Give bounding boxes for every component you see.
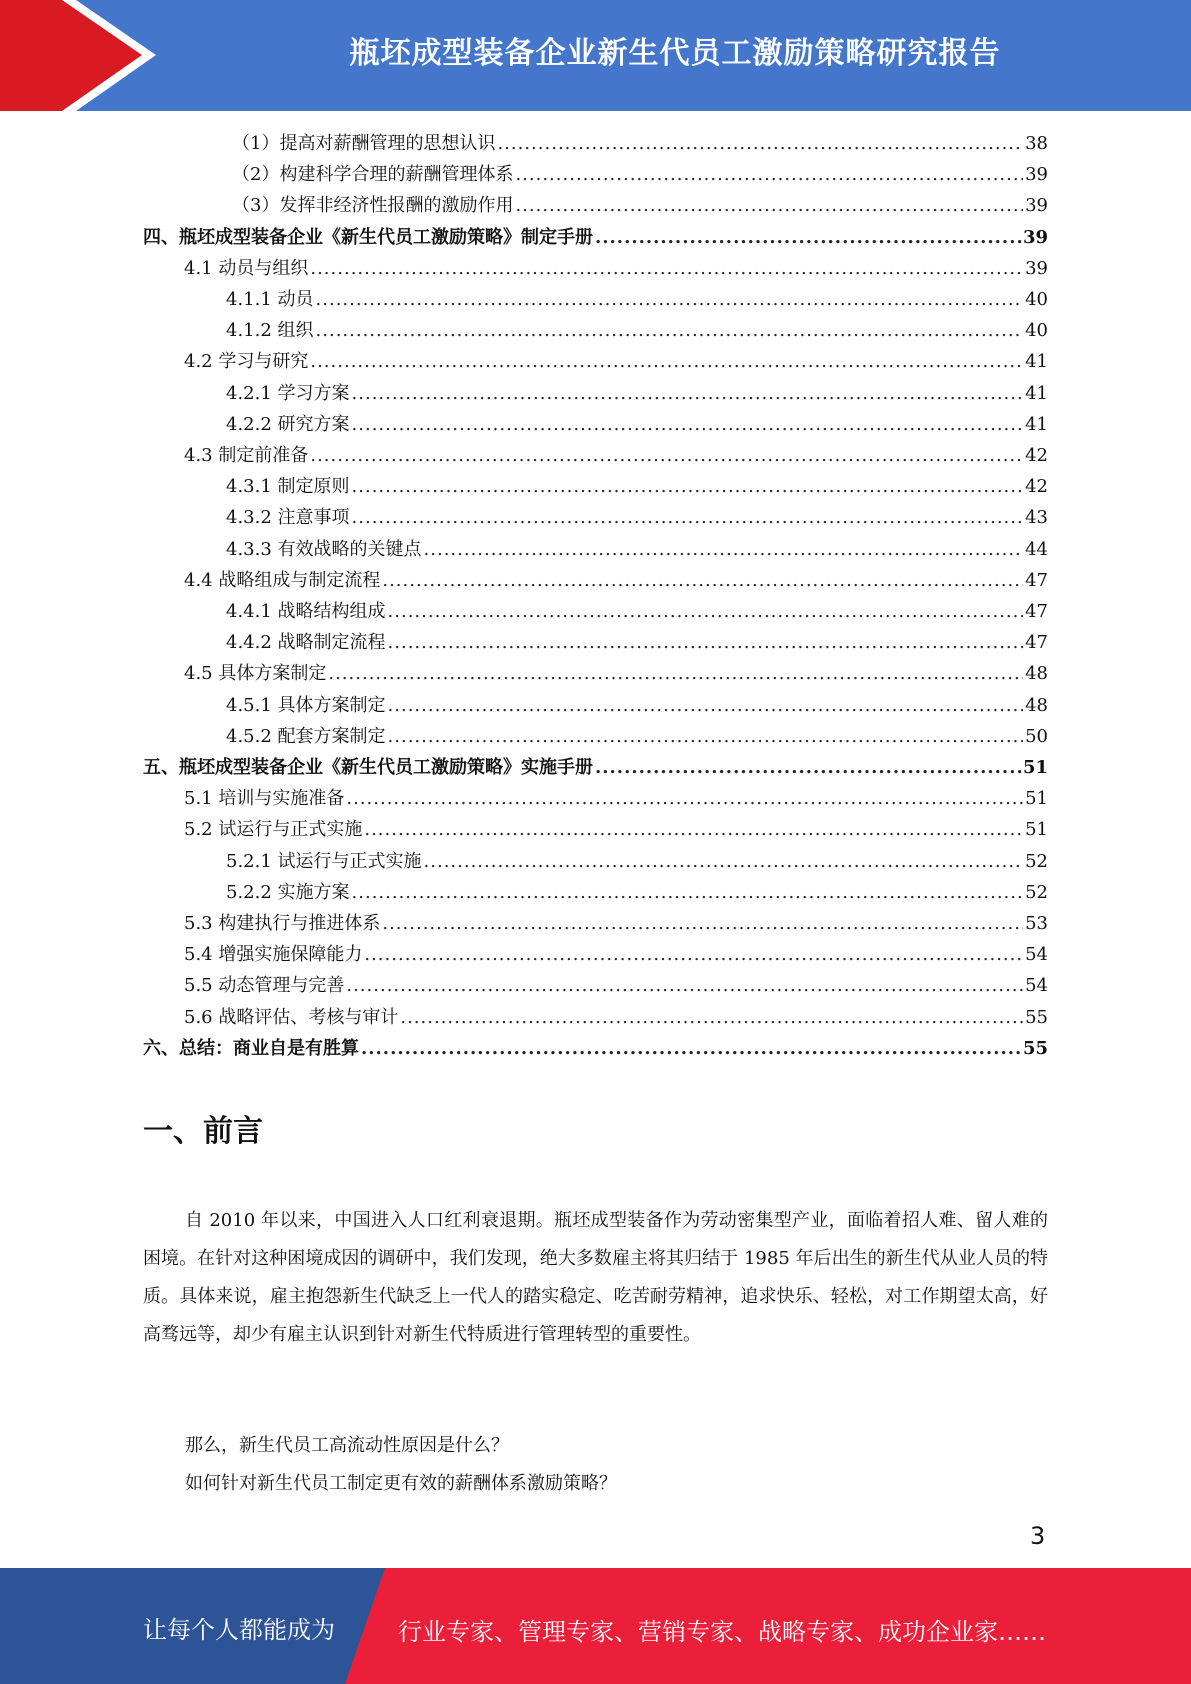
toc-entry[interactable] [184,440,1048,471]
toc-entry[interactable] [143,1033,1048,1064]
intro-paragraph: 自 2010 年以来，中国进入人口红利衰退期。瓶坯成型装备作为劳动密集型产业，面临着招人难、留人难的困境。在针对这种困境成因的调研中，我们发现，绝大多数雇主将其归结于 1985 年后出生的新生代从业人员的特质。具体来说，雇主抱怨新生代缺乏上一代人的踏实稳定、吃苦耐劳精神，追求快乐、轻松，对工作期望太高，好高骛远等，却少有雇主认识到针对新生代特质进行管理转型的重要性。 [143,1210,1048,1345]
toc-dot-leader [364,939,1023,970]
toc-entry[interactable] [226,471,1048,502]
toc-entry[interactable] [184,1002,1048,1033]
toc-entry-page: 40 [1025,289,1048,310]
toc-entry[interactable] [226,846,1048,877]
toc-entry-page: 42 [1025,445,1048,466]
toc-entry-page: 55 [1022,1037,1048,1059]
toc-entry-title: 5.4 增强实施保障能力 [184,944,363,966]
toc-entry[interactable] [226,721,1048,752]
header-title: 瓶坯成型装备企业新生代员工激励策略研究报告 [349,36,1001,71]
toc-dot-leader [316,315,1024,346]
toc-entry-page: 39 [1025,257,1048,279]
toc-entry-title: （2）构建科学合理的薪酬管理体系 [232,164,514,186]
toc-entry-title: 4.4.1 战略结构组成 [226,601,386,622]
toc-dot-leader [346,783,1023,814]
toc-entry-title: 4.2 学习与研究 [184,351,309,373]
page-number: 3 [1030,1522,1046,1550]
toc-entry-title: 五、瓶坯成型装备企业《新生代员工激励策略》实施手册 [143,757,593,778]
toc-entry-title: 4.4.2 战略制定流程 [226,632,386,654]
toc-entry[interactable] [184,814,1048,845]
toc-entry-title: 5.6 战略评估、考核与审计 [184,1006,399,1028]
toc-entry[interactable] [143,752,1048,783]
toc-entry-page: 47 [1025,569,1048,591]
question-line-1: 那么，新生代员工高流动性原因是什么？ [185,1435,509,1456]
toc-entry-page: 47 [1025,601,1048,622]
toc-entry-page: 53 [1025,913,1048,934]
toc-dot-leader [316,284,1024,315]
toc-entry-title: 4.5.2 配套方案制定 [226,725,386,747]
toc-entry-page: 54 [1025,944,1048,966]
toc-dot-leader [388,690,1024,721]
toc-dot-leader [352,409,1024,440]
toc-dot-leader [364,814,1023,845]
toc-entry[interactable] [184,908,1048,939]
toc-entry[interactable] [226,284,1048,315]
toc-dot-leader [388,721,1024,752]
toc-entry-title: 4.3.1 制定原则 [226,476,350,498]
toc-dot-leader [424,534,1024,565]
toc-entry-page: 39 [1025,164,1048,186]
toc-entry-page: 55 [1025,1006,1048,1028]
section-title: 一、前言 [143,1114,263,1149]
toc-entry-page: 47 [1025,632,1048,654]
toc-entry-title: 4.1.2 组织 [226,320,314,342]
toc-entry-page: 51 [1022,757,1048,778]
toc-dot-leader [361,1033,1021,1064]
footer-slogan-right: 行业专家、管理专家、营销专家、战略专家、成功企业家…… [398,1618,1046,1646]
toc-entry[interactable] [232,159,1048,190]
toc-entry[interactable] [184,346,1048,377]
toc-entry-page: 51 [1025,788,1048,810]
toc-entry-title: 4.5 具体方案制定 [184,663,327,685]
toc-entry-page: 52 [1025,881,1048,903]
toc-entry[interactable] [226,315,1048,346]
toc-entry[interactable] [226,502,1048,533]
toc-entry[interactable] [184,565,1048,596]
toc-entry-page: 51 [1025,819,1048,841]
toc-dot-leader [515,190,1023,221]
toc-dot-leader [595,752,1021,783]
toc-entry-title: 5.2.1 试运行与正式实施 [226,850,422,872]
toc-dot-leader [515,159,1023,190]
toc-entry[interactable] [184,783,1048,814]
toc-entry-page: 48 [1025,694,1048,716]
toc-entry-page: 43 [1025,507,1048,529]
footer-slogan-left: 让每个人都能成为 [143,1616,335,1644]
toc-entry-title: 4.3 制定前准备 [184,445,309,466]
toc-entry[interactable] [226,690,1048,721]
toc-entry-page: 41 [1025,413,1048,435]
toc-dot-leader [352,471,1024,502]
toc-dot-leader [424,846,1024,877]
toc-entry-page: 39 [1025,195,1048,217]
toc-dot-leader [310,440,1023,471]
toc-entry[interactable] [232,128,1048,159]
toc-entry-title: 5.5 动态管理与完善 [184,975,345,997]
toc-entry-title: 4.5.1 具体方案制定 [226,694,386,716]
toc-entry-title: （1）提高对薪酬管理的思想认识 [232,133,496,154]
toc-entry[interactable] [226,877,1048,908]
header-red-arrow [0,0,150,111]
toc-dot-leader [382,908,1023,939]
toc-entry-page: 41 [1025,351,1048,373]
toc-entry[interactable] [226,534,1048,565]
toc-entry-title: 4.2.2 研究方案 [226,413,350,435]
page-header [0,0,1191,111]
toc-dot-leader [352,502,1024,533]
toc-dot-leader [400,1002,1023,1033]
toc-dot-leader [388,627,1024,658]
toc-dot-leader [310,346,1023,377]
page-footer [0,1568,1191,1684]
toc-dot-leader [382,565,1023,596]
toc-entry-page: 42 [1025,476,1048,498]
toc-entry-title: 六、总结：商业自是有胜算 [143,1037,359,1059]
toc-entry[interactable] [143,222,1048,253]
toc-entry-page: 40 [1025,320,1048,342]
toc-dot-leader [497,128,1023,159]
toc-dot-leader [346,970,1023,1001]
toc-entry[interactable] [226,596,1048,627]
toc-dot-leader [310,253,1023,284]
toc-entry-page: 44 [1025,538,1048,560]
toc-entry[interactable] [232,190,1048,221]
toc-entry[interactable] [226,409,1048,440]
toc-entry[interactable] [184,253,1048,284]
toc-entry-title: 4.4 战略组成与制定流程 [184,569,381,591]
toc-dot-leader [328,658,1023,689]
toc-entry[interactable] [226,627,1048,658]
toc-entry-page: 41 [1025,382,1048,404]
toc-entry-title: 四、瓶坯成型装备企业《新生代员工激励策略》制定手册 [143,226,593,248]
toc-entry-title: 4.1 动员与组织 [184,257,309,279]
toc-entry-page: 48 [1025,663,1048,685]
toc-entry-page: 39 [1022,226,1048,248]
toc-dot-leader [388,596,1024,627]
toc-entry-title: 5.1 培训与实施准备 [184,788,345,810]
toc-entry[interactable] [184,939,1048,970]
toc-entry-page: 52 [1025,850,1048,872]
question-line-2: 如何针对新生代员工制定更有效的薪酬体系激励策略？ [185,1473,617,1494]
toc-dot-leader [352,378,1024,409]
toc-dot-leader [352,877,1024,908]
toc-entry-page: 38 [1025,133,1048,154]
toc-entry[interactable] [184,658,1048,689]
toc-entry-title: 5.2.2 实施方案 [226,881,350,903]
toc-entry-title: 4.1.1 动员 [226,289,314,310]
toc-entry-title: （3）发挥非经济性报酬的激励作用 [232,195,514,217]
toc-entry-title: 4.3.2 注意事项 [226,507,350,529]
toc-entry-title: 4.2.1 学习方案 [226,382,350,404]
toc-entry-title: 4.3.3 有效战略的关键点 [226,538,422,560]
toc-entry-title: 5.2 试运行与正式实施 [184,819,363,841]
toc-entry-page: 50 [1025,725,1048,747]
toc-entry[interactable] [226,378,1048,409]
toc-entry-title: 5.3 构建执行与推进体系 [184,913,381,934]
toc-dot-leader [595,222,1021,253]
toc-entry[interactable] [184,970,1048,1001]
toc-entry-page: 54 [1025,975,1048,997]
